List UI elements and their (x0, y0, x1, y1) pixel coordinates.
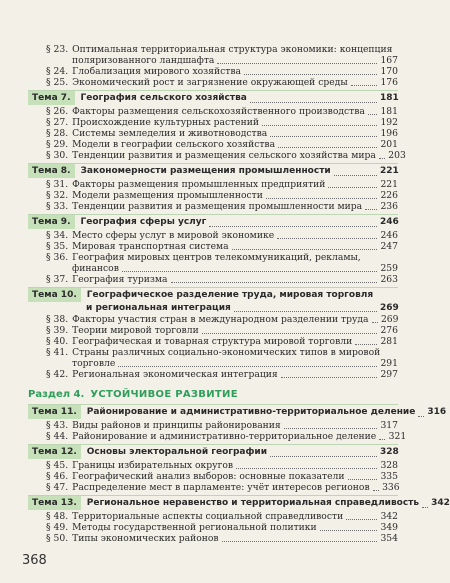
page-ref: 247 (380, 241, 398, 252)
topic-label: Тема 12. (28, 445, 81, 459)
section-number: § 50. (46, 533, 69, 544)
toc-topic-heading (28, 404, 447, 419)
dot-leader (348, 479, 377, 480)
toc-topic-heading (28, 214, 398, 229)
toc-section-entry (28, 44, 398, 55)
section-number: § 26. (46, 106, 69, 117)
page-ref: 167 (380, 55, 398, 66)
dot-leader (202, 333, 377, 334)
section-number: § 31. (46, 179, 69, 190)
toc-section-entry (28, 230, 398, 241)
section-title: Страны различных социально-экономических типов в мировой (72, 347, 381, 358)
section-number: § 24. (46, 66, 69, 77)
dot-leader (320, 530, 377, 531)
section-number: § 40. (46, 336, 69, 347)
section-number: § 32. (46, 190, 69, 201)
page-ref: 246 (380, 217, 399, 227)
section-title: Типы экономических районов (72, 533, 219, 544)
page-ref: 342 (380, 511, 398, 522)
dot-leader (270, 456, 377, 457)
page-ref: 246 (380, 230, 398, 241)
toc-section-entry (28, 241, 398, 252)
section-title: Глобализация мирового хозяйства (72, 66, 241, 77)
toc-section-entry (28, 336, 398, 347)
page-ref: 336 (382, 482, 400, 493)
section-number: § 23. (46, 44, 69, 55)
section-number: § 41. (46, 347, 69, 358)
section-title: География туризма (72, 274, 168, 285)
dot-leader (232, 249, 377, 250)
dot-leader (209, 226, 377, 227)
section-number: § 27. (46, 117, 69, 128)
topic-title: Районирование и административно-территориальное деление (86, 407, 416, 417)
part-title: УСТОЙЧИВОЕ РАЗВИТИЕ (90, 389, 238, 400)
toc-section-entry (28, 274, 398, 285)
dot-leader (270, 136, 377, 137)
toc-topic-heading (28, 495, 450, 510)
toc-section-entry (28, 150, 406, 161)
toc-section-entry (28, 325, 398, 336)
dot-leader (250, 102, 377, 103)
dot-leader (328, 187, 377, 188)
toc-topic-heading (28, 444, 398, 459)
toc-topic-heading (28, 163, 398, 178)
page-ref: 328 (380, 447, 399, 457)
topic-label: Тема 8. (28, 164, 75, 178)
page-ref: 342 (431, 498, 450, 508)
toc-section-entry (28, 252, 398, 263)
page-ref: 203 (388, 150, 406, 161)
dot-leader (262, 125, 377, 126)
section-number: § 43. (46, 420, 69, 431)
toc-section-entry (28, 190, 398, 201)
dot-leader (379, 439, 385, 440)
toc-entry-continuation (28, 263, 398, 274)
dot-leader (365, 209, 377, 210)
page-ref: 354 (380, 533, 398, 544)
dot-leader (281, 377, 377, 378)
page-ref: 226 (380, 190, 398, 201)
section-title: Факторы участия стран в международном разделении труда (72, 314, 369, 325)
dot-leader (234, 311, 377, 312)
section-title: Распределение мест в парламенте: учёт интересов регионов (72, 482, 370, 493)
dot-leader (118, 366, 377, 367)
topic-title: Региональное неравенство и территориальная справедливость (86, 498, 420, 508)
page-ref: 170 (380, 66, 398, 77)
page-ref: 316 (427, 407, 447, 417)
page-ref: 181 (380, 93, 399, 103)
page-ref: 259 (380, 263, 398, 274)
dot-leader (217, 63, 377, 64)
section-title: Тенденции развития и размещения сельского хозяйства мира (72, 150, 376, 161)
section-title: Тенденции развития и размещения промышленности мира (72, 201, 363, 212)
dot-leader (355, 344, 377, 345)
section-number: § 25. (46, 77, 69, 88)
section-title: Происхождение культурных растений (72, 117, 259, 128)
section-title: Географическая и товарная структура мировой торговли (72, 336, 353, 347)
toc-section-entry (28, 369, 398, 380)
toc-topic-heading (28, 90, 398, 105)
toc-section-entry (28, 128, 398, 139)
toc-part-heading (28, 388, 398, 402)
dot-leader (266, 198, 377, 199)
section-title: Экономический рост и загрязнение окружающей среды (72, 77, 348, 88)
topic-label: Тема 11. (28, 405, 81, 419)
dot-leader (171, 282, 377, 283)
topic-label: Тема 9. (28, 215, 75, 229)
section-title: Границы избирательных округов (72, 460, 234, 471)
page-ref: 196 (380, 128, 398, 139)
topic-title: Закономерности размещения промышленности (80, 166, 331, 176)
section-number: § 48. (46, 511, 69, 522)
dot-leader (346, 519, 377, 520)
topic-title: География сельского хозяйства (80, 93, 247, 103)
toc-section-entry (28, 66, 398, 77)
page-ref: 192 (380, 117, 398, 128)
section-title: Географический анализ выборов: основные показатели (72, 471, 345, 482)
page-ref: 236 (380, 201, 398, 212)
section-number: § 38. (46, 314, 69, 325)
page-ref: 269 (380, 314, 399, 325)
section-title: Мировая транспортная система (72, 241, 229, 252)
section-number: § 49. (46, 522, 69, 533)
page-ref: 297 (380, 369, 398, 380)
dot-leader (422, 507, 428, 508)
section-title: Факторы размещения сельскохозяйственного производства (72, 106, 365, 117)
toc-section-entry (28, 117, 398, 128)
toc-section-entry (28, 314, 398, 325)
page-ref: 335 (380, 471, 398, 482)
toc-topic-heading (28, 287, 398, 302)
table-of-contents (28, 44, 450, 544)
page-ref: 181 (380, 106, 398, 117)
dot-leader (236, 468, 377, 469)
page-ref: 321 (388, 431, 407, 442)
dot-leader (334, 175, 377, 176)
section-number: § 46. (46, 471, 69, 482)
toc-section-entry (28, 420, 398, 431)
dot-leader (368, 114, 377, 115)
section-title: Виды районов и принципы районирования (72, 420, 281, 431)
section-title: Региональная экономическая интеграция (72, 369, 278, 380)
section-title: Модели в географии сельского хозяйства (72, 139, 276, 150)
toc-entry-continuation (28, 358, 398, 369)
dot-leader (222, 541, 377, 542)
section-title-continued: финансов (72, 263, 119, 274)
toc-topic-continuation (28, 303, 398, 314)
topic-label: Тема 13. (28, 496, 81, 510)
toc-section-entry (28, 347, 398, 358)
toc-section-entry (28, 522, 398, 533)
page-ref: 201 (380, 139, 398, 150)
toc-entry-continuation (28, 55, 398, 66)
topic-label: Тема 7. (28, 91, 75, 105)
page-ref: 291 (380, 358, 398, 369)
dot-leader (278, 147, 377, 148)
topic-title-continued: и региональная интеграция (86, 303, 231, 313)
section-title: Модели размещения промышленности (72, 190, 263, 201)
toc-section-entry (28, 106, 398, 117)
section-title: Методы государственной региональной политики (72, 522, 317, 533)
page-ref: 328 (380, 460, 398, 471)
part-label: Раздел 4. (28, 389, 85, 400)
section-number: § 34. (46, 230, 69, 241)
page-number: 368 (22, 553, 47, 568)
toc-section-entry (28, 179, 398, 190)
section-number: § 39. (46, 325, 69, 336)
dot-leader (418, 416, 424, 417)
section-number: § 28. (46, 128, 69, 139)
section-number: § 42. (46, 369, 69, 380)
dot-leader (379, 158, 385, 159)
section-number: § 47. (46, 482, 69, 493)
dot-leader (351, 85, 377, 86)
topic-title: География сферы услуг (80, 217, 207, 227)
section-number: § 44. (46, 431, 69, 442)
dot-leader (244, 74, 377, 75)
dot-leader (284, 428, 377, 429)
page-ref: 349 (380, 522, 398, 533)
section-title: Оптимальная территориальная структура экономики: концепция (72, 44, 393, 55)
section-title: Системы земледелия и животноводства (72, 128, 268, 139)
toc-section-entry (28, 431, 407, 442)
section-number: § 37. (46, 274, 69, 285)
section-number: § 30. (46, 150, 69, 161)
section-title: Территориальные аспекты социальной справедливости (72, 511, 344, 522)
section-number: § 29. (46, 139, 69, 150)
section-title-continued: поляризованного ландшафта (72, 55, 215, 66)
page-ref: 276 (380, 325, 398, 336)
topic-title: Географическое разделение труда, мировая торговля (86, 290, 374, 300)
topic-title: Основы электоральной географии (86, 447, 268, 457)
topic-label: Тема 10. (28, 288, 81, 302)
page-ref: 176 (380, 77, 398, 88)
section-number: § 45. (46, 460, 69, 471)
section-title: Факторы размещения промышленных предприятий (72, 179, 326, 190)
toc-section-entry (28, 139, 398, 150)
toc-section-entry (28, 77, 398, 88)
section-number: § 35. (46, 241, 69, 252)
toc-section-entry (28, 460, 398, 471)
page-ref: 269 (380, 303, 399, 313)
section-title: Теории мировой торговли (72, 325, 199, 336)
toc-section-entry (28, 201, 398, 212)
dot-leader (373, 490, 379, 491)
page-ref: 221 (380, 179, 398, 190)
dot-leader (372, 322, 378, 323)
dot-leader (122, 271, 377, 272)
dot-leader (277, 238, 377, 239)
section-title: Районирование и административно-территориальное деление (72, 431, 377, 442)
toc-section-entry (28, 471, 398, 482)
page-ref: 221 (380, 166, 399, 176)
section-title: Место сферы услуг в мировой экономике (72, 230, 275, 241)
section-title: География мировых центров телекоммуникаций, рекламы, (72, 252, 361, 263)
section-number: § 33. (46, 201, 69, 212)
page-ref: 281 (380, 336, 398, 347)
toc-section-entry (28, 482, 398, 493)
toc-section-entry (28, 533, 398, 544)
page-ref: 263 (380, 274, 398, 285)
toc-section-entry (28, 511, 398, 522)
section-title-continued: торговле (72, 358, 116, 369)
section-number: § 36. (46, 252, 69, 263)
page-ref: 317 (380, 420, 398, 431)
